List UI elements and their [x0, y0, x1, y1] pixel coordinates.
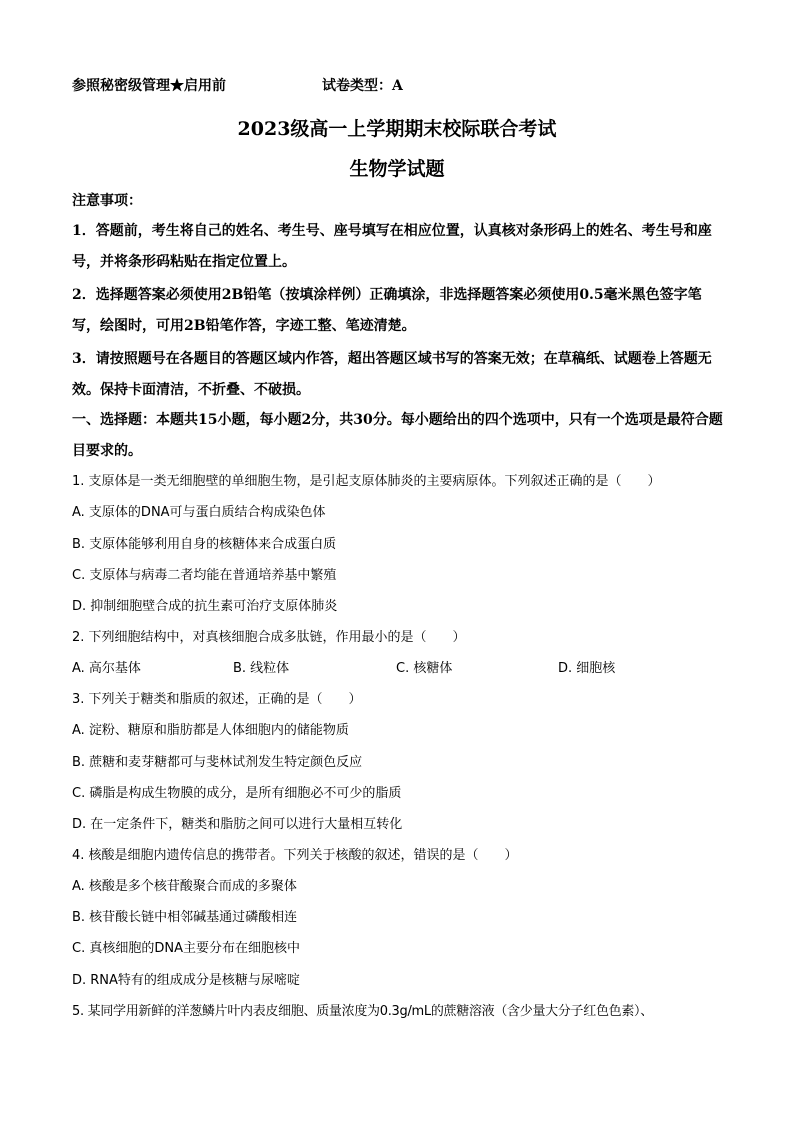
exam-header	[72, 75, 403, 95]
question-2-option-a: A. 高尔基体	[72, 661, 141, 676]
question-4-option-c: C. 真核细胞的DNA主要分布在细胞核中	[72, 941, 300, 956]
question-2-option-c: C. 核糖体	[396, 661, 453, 676]
exam-title: 2023级高一上学期期末校际联合考试	[237, 118, 557, 140]
secrecy-label: 参照秘密级管理★启用前	[72, 78, 226, 94]
question-3-option-b: B. 蔗糖和麦芽糖都可与斐林试剂发生特定颜色反应	[72, 755, 363, 770]
question-4-option-a: A. 核酸是多个核苷酸聚合而成的多聚体	[72, 879, 297, 894]
section-heading: 一、选择题：本题共15小题，每小题2分，共30分。每小题给出的四个选项中，只有一个选项是最符合题目要求的。	[72, 412, 723, 459]
question-2-option-b: B. 线粒体	[233, 661, 290, 676]
question-1-option-c: C. 支原体与病毒二者均能在普通培养基中繁殖	[72, 568, 337, 583]
question-5-stem: 5. 某同学用新鲜的洋葱鳞片叶内表皮细胞、质量浓度为0.3g/mL的蔗糖溶液（含少量大分子红色色素）、	[72, 1004, 653, 1019]
question-3-option-d: D. 在一定条件下，糖类和脂肪之间可以进行大量相互转化	[72, 817, 403, 832]
notice-item-2: 2．选择题答案必须使用2B铅笔（按填涂样例）正确填涂，非选择题答案必须使用0.5毫米黑色签字笔写，绘图时，可用2B铅笔作答，字迹工整、笔迹清楚。	[72, 287, 702, 334]
question-4-option-d: D. RNA特有的组成成分是核糖与尿嘧啶	[72, 973, 300, 988]
question-2-stem: 2. 下列细胞结构中，对真核细胞合成多肽链，作用最小的是（ ）	[72, 630, 466, 645]
exam-subject: 生物学试题	[349, 158, 445, 180]
question-4-stem: 4. 核酸是细胞内遗传信息的携带者。下列关于核酸的叙述，错误的是（ ）	[72, 848, 518, 863]
question-1-option-a: A. 支原体的DNA可与蛋白质结合构成染色体	[72, 505, 326, 520]
question-3-option-c: C. 磷脂是构成生物膜的成分，是所有细胞必不可少的脂质	[72, 786, 402, 801]
question-3-option-a: A. 淀粉、糖原和脂肪都是人体细胞内的储能物质	[72, 723, 349, 738]
question-3-stem: 3. 下列关于糖类和脂质的叙述，正确的是（ ）	[72, 692, 362, 707]
notice-heading: 注意事项：	[72, 193, 142, 209]
question-1-option-b: B. 支原体能够利用自身的核糖体来合成蛋白质	[72, 537, 337, 552]
notice-item-3: 3．请按照题号在各题目的答题区域内作答，超出答题区域书写的答案无效；在草稿纸、试题卷上答题无效。保持卡面清洁，不折叠、不破损。	[72, 351, 712, 398]
question-4-option-b: B. 核苷酸长链中相邻碱基通过磷酸相连	[72, 910, 298, 925]
notice-item-1: 1．答题前，考生将自己的姓名、考生号、座号填写在相应位置，认真核对条形码上的姓名、考生号和座号，并将条形码粘贴在指定位置上。	[72, 223, 712, 270]
paper-type-label: 试卷类型：A	[322, 78, 403, 94]
question-1-stem: 1. 支原体是一类无细胞壁的单细胞生物，是引起支原体肺炎的主要病原体。下列叙述正确的是（ ）	[72, 474, 661, 489]
question-2-option-d: D. 细胞核	[558, 661, 616, 676]
question-1-option-d: D. 抑制细胞壁合成的抗生素可治疗支原体肺炎	[72, 599, 338, 614]
